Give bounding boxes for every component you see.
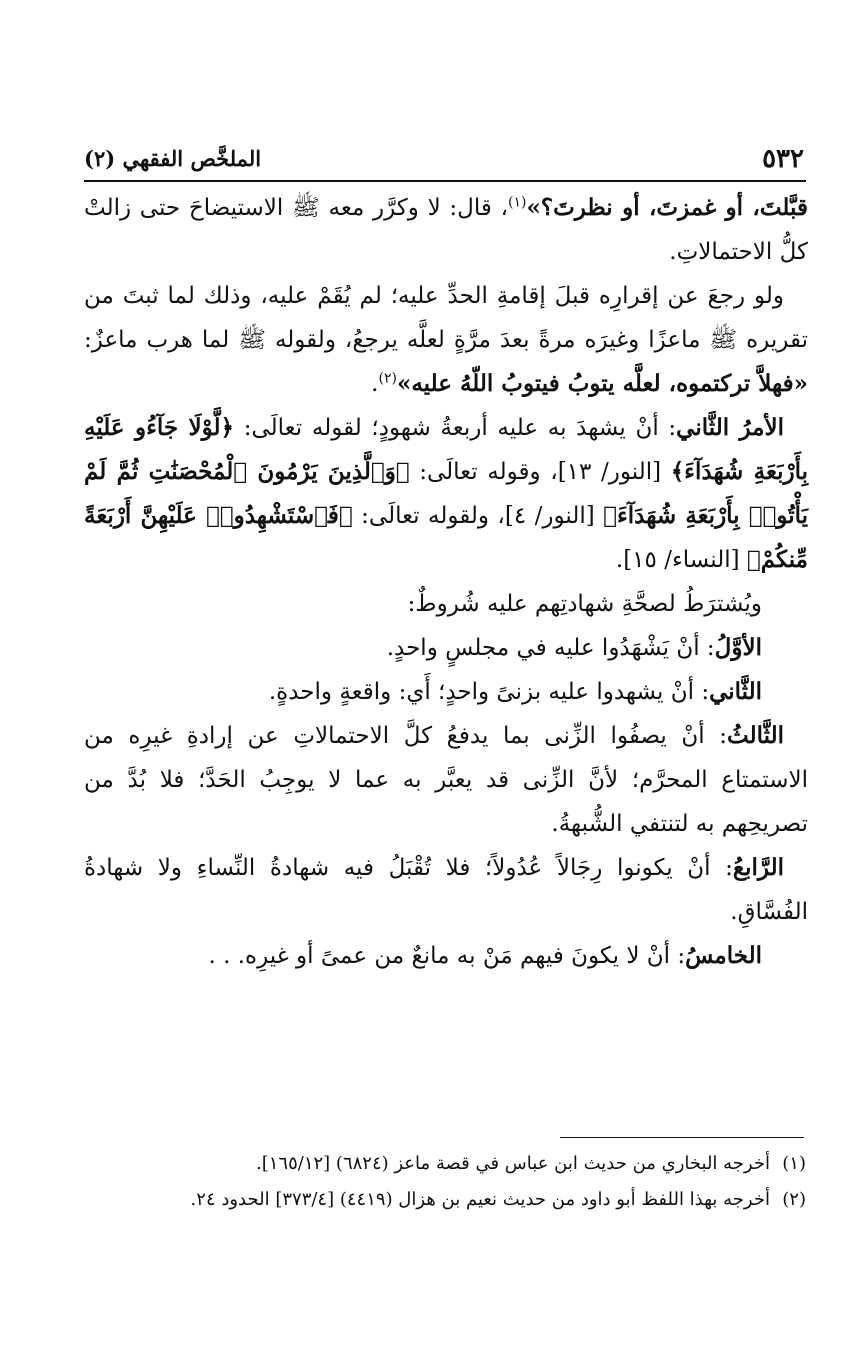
paragraph-2 [84, 274, 808, 406]
footnote-1-text: أخرجه البخاري من حديث ابن عباس في قصة ماعز (٦٨٢٤) [١٦٥/١٢]. [256, 1153, 770, 1174]
condition-1 [84, 626, 808, 670]
header-rule [84, 180, 806, 182]
paragraph-1 [84, 186, 808, 274]
punctuation: . [615, 547, 624, 573]
condition-1-label: الأوَّلُ [714, 634, 762, 661]
condition-4-label: الرَّابعُ [732, 854, 784, 881]
quran-verse-1: ﴿لَّوْلَا جَآءُو عَلَيْهِ بِأَرْبَعَةِ شُهَدَآءَ﴾ [84, 414, 808, 485]
page-header [84, 140, 804, 180]
footnote-ref-2[interactable]: (٢) [378, 370, 397, 387]
condition-4 [84, 846, 808, 934]
condition-2-label: الثَّاني [709, 678, 762, 705]
quran-verse-2: ﴿وَٱلَّذِينَ يَرْمُونَ ٱلْمُحْصَنَٰتِ ثُمَّ لَمْ يَأْتُوا۟ بِأَرْبَعَةِ شُهَدَآءَ﴾ [84, 458, 809, 529]
footnote-1-number: (١) [782, 1153, 806, 1174]
verse-citation-3: [النساء/ ١٥] [623, 547, 740, 573]
condition-5-text: : أنْ لا يكونَ فيهم مَنْ به مانعٌ من عمىً أو غيرِه. . . [208, 943, 686, 969]
quran-verse-3: ﴿فَٱسْتَشْهِدُوا۟ عَلَيْهِنَّ أَرْبَعَةً مِّنكُمْ﴾ [84, 502, 808, 573]
condition-5 [84, 934, 808, 978]
footnotes [84, 1146, 806, 1218]
condition-3-label: الثَّالثُ [727, 722, 784, 749]
condition-5-label: الخامسُ [685, 942, 762, 969]
paragraph-2-text: ولو رجعَ عن إقرارِه قبلَ إقامةِ الحدِّ عليه؛ لم يُقَمْ عليه، وذلك لما ثبتَ من تقريره ﷺ ماعزًا وغيرَه مرةً بعدَ مرَّةٍ لعلَّه يرجعُ، ولقوله ﷺ لما هرب ماعزٌ: [84, 283, 808, 353]
section-label-second-matter: الأمرُ الثَّاني [676, 414, 784, 441]
paragraph-4: ويُشترَطُ لصحَّةِ شهادتِهم عليه شُروطٌ: [407, 591, 762, 617]
paragraph-3 [84, 406, 808, 582]
paragraph-1-text: ، قال: لا وكرَّر معه ﷺ الاستيضاحَ حتى زالتْ كلُّ الاحتمالاتِ. [84, 195, 808, 265]
condition-2 [84, 670, 808, 714]
condition-2-text: : أنْ يشهدوا عليه بزنىً واحدٍ؛ أَي: واقعةٍ واحدةٍ. [268, 679, 710, 705]
condition-4-text: : أنْ يكونوا رِجَالاً عُدُولاً؛ فلا تُقْبَلُ فيه شهادةُ النِّساءِ ولا شهادةُ الفُسَّاقِ. [84, 855, 808, 925]
verse-citation-1: [النور/ ١٣] [557, 459, 662, 485]
page-number: ٥٣٢ [762, 144, 804, 174]
paragraph-3-intro: : أنْ يشهدَ به عليه أربعةُ شهودٍ؛ لقوله تعالَى: [243, 415, 677, 441]
hadith-quote: «فهلاَّ تركتموه، لعلَّه يتوبُ فيتوبُ اللّهُ عليه» [396, 370, 808, 397]
footnote-1 [84, 1146, 806, 1182]
condition-3-text: : أنْ يصفُوا الزِّنى بما يدفعُ كلَّ الاحتمالاتِ عن إرادةِ غيرِه من الاستمتاع المحرَّم؛ لأنَّ الزِّنى قد يعبَّر به عما لا يوجِبُ الحَدَّ؛ فلا بُدَّ من تصريحِهم به لتنتفي الشُّبهةُ. [84, 723, 808, 837]
hadith-quote-start: قبَّلتَ، أو غمزتَ، أو نظرتَ؟» [526, 194, 808, 221]
footnote-ref-1[interactable]: (١) [508, 194, 527, 211]
footnote-separator [560, 1137, 804, 1138]
main-text [84, 186, 808, 978]
punctuation: . [371, 371, 379, 397]
condition-1-text: : أنْ يَشْهَدُوا عليه في مجلسٍ واحدٍ. [386, 635, 715, 661]
connector-text-2: ، ولقوله تعالَى: [361, 503, 505, 529]
condition-3 [84, 714, 808, 846]
footnote-2-number: (٢) [782, 1189, 806, 1210]
verse-citation-2: [النور/ ٤] [504, 503, 595, 529]
footnote-2 [84, 1182, 806, 1218]
footnote-2-text: أخرجه بهذا اللفظ أبو داود من حديث نعيم بن هزال (٤٤١٩) [٣٧٣/٤] الحدود ٢٤. [190, 1189, 770, 1210]
running-title: الملخَّص الفقهي (٢) [84, 146, 262, 171]
connector-text-1: ، وقوله تعالَى: [419, 459, 558, 485]
